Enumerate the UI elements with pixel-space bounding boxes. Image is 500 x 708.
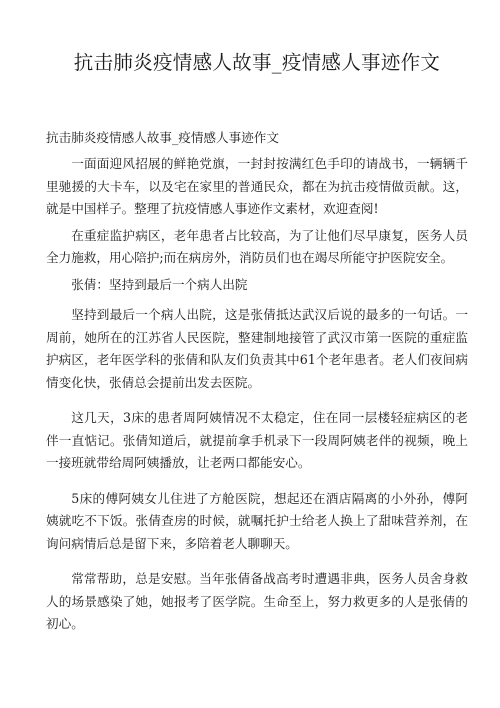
document-subtitle: 抗击肺炎疫情感人故事_疫情感人事迹作文 bbox=[46, 130, 279, 145]
section-heading: 张倩：坚持到最后一个病人出院 bbox=[71, 276, 248, 292]
paragraph-original-aspiration: 常常帮助，总是安慰。当年张倩备战高考时遭遇非典，医务人员舍身救人的场景感染了她，她报考了医学院。生命至上，努力救更多的人是张倩的初心。 bbox=[46, 571, 468, 631]
paragraph-zhangqian: 坚持到最后一个病人出院，这是张倩抵达武汉后说的最多的一句话。一周前，她所在的江苏省人民医院，整建制地接管了武汉市第一医院的重症监护病区，老年医学科的张倩和队友们负责其中61个老年患者。老人们夜间病情变化快，张倩总会提前出发去医院。 bbox=[46, 307, 468, 390]
paragraph-icu: 在重症监护病区，老年患者占比较高，为了让他们尽早康复，医务人员全力施救，用心陪护;而在病房外，消防员们也在竭尽所能守护医院安全。 bbox=[46, 227, 468, 265]
paragraph-intro: 一面面迎风招展的鲜艳党旗，一封封按满红色手印的请战书，一辆辆千里驰援的大卡车，以及宅在家里的普通民众，都在为抗击疫情做贡献。这，就是中国样子。整理了抗疫情感人事迹作文素材，欢迎查阅! bbox=[46, 156, 468, 216]
document-title: 抗击肺炎疫情感人故事_疫情感人事迹作文 bbox=[73, 51, 441, 74]
document-body bbox=[46, 153, 468, 636]
paragraph-bed5: 5床的傅阿姨女儿住进了方舱医院，想起还在酒店隔离的小外孙，傅阿姨就吃不下饭。张倩查房的时候，就嘱托护士给老人换上了甜味营养剂，在询问病情后总是留下来，多陪着老人聊聊天。 bbox=[46, 490, 468, 551]
paragraph-bed3: 这几天，3床的患者周阿姨情况不太稳定，住在同一层楼轻症病区的老伴一直惦记。张倩知道后，就提前拿手机录下一段周阿姨老伴的视频，晚上一接班就带给周阿姨播放，让老两口都能安心。 bbox=[46, 410, 468, 470]
